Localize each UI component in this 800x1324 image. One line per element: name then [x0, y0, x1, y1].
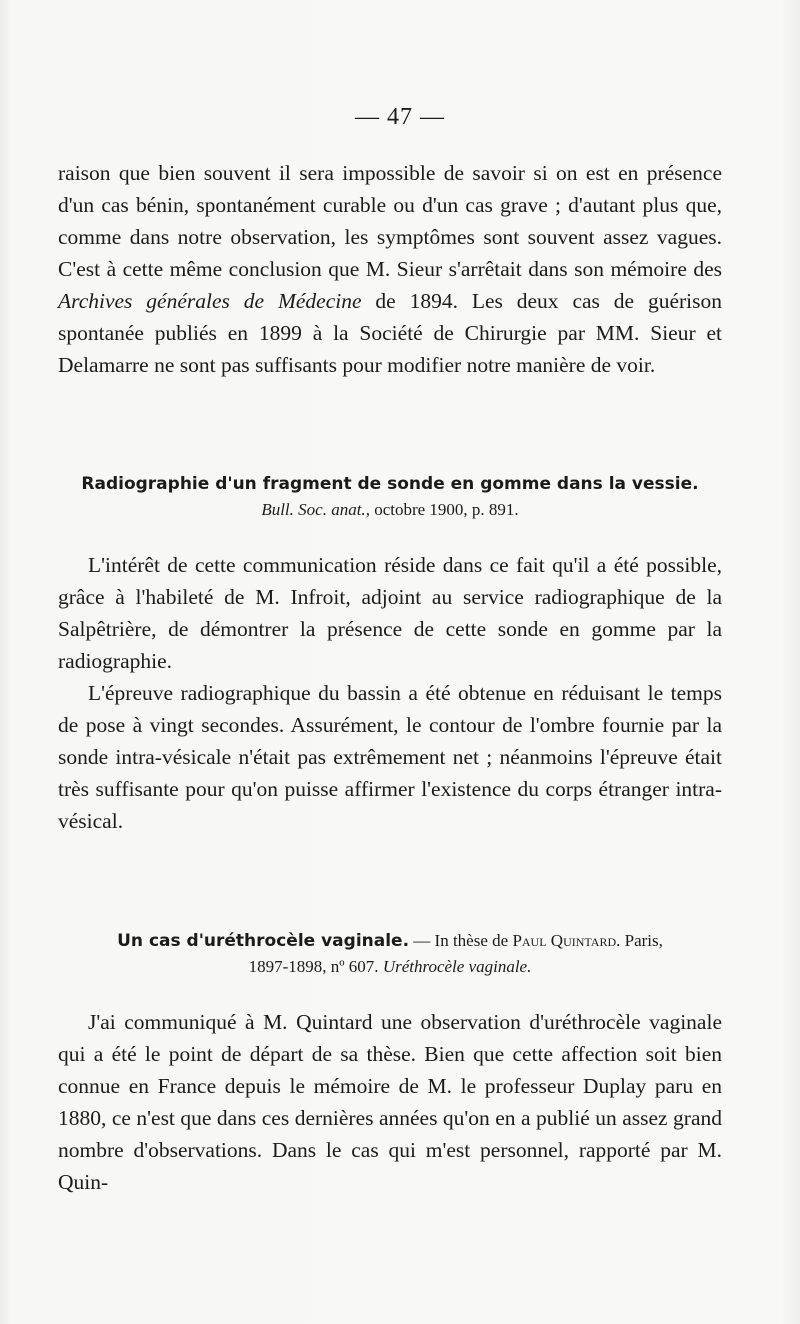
section-title: Radiographie d'un fragment de sonde en gomme dans la vessie. [81, 474, 699, 494]
paragraph-intro-text-a: raison que bien souvent il sera impossible de savoir si on est en présence d'un cas bénin, spontanément curable ou d'un cas grave ; d'autant plus que, comme dans notre observation, les symptômes sont souvent assez vagues. C'est à cette même conclusion que M. Sieur s'arrêtait dans son mémoire des [58, 161, 722, 281]
section-reference [58, 497, 722, 523]
section-heading-urethrocele [58, 928, 722, 980]
paragraph: J'ai communiqué à M. Quintard une observation d'uréthrocèle vaginale qui a été le point de départ de sa thèse. Bien que cette affection soit bien connue en France depuis le mémoire de M. le professeur Duplay paru en 1880, ce n'est que dans ces dernières années qu'on en a publié un assez grand nombre d'observations. Dans le cas qui m'est personnel, rapporté par M. Quin- [58, 1010, 722, 1194]
paragraph: L'intérêt de cette communication réside dans ce fait qu'il a été possible, grâce à l'habileté de M. Infroit, adjoint au service radiographique de la Salpêtrière, de démontrer la présence de cette sonde en gomme par la radiographie. [58, 553, 722, 673]
paragraph-intro-text-b: de 1894. Les deux cas de guérison spontanée publiés en 1899 à la Société de Chirurgie par MM. Sieur et Delamarre ne sont pas suffisants pour modifier notre manière de voir. [58, 289, 722, 377]
reference-details: , octobre 1900, p. 891. [365, 500, 519, 519]
section-body-urethrocele [58, 1006, 722, 1198]
paragraph-intro [58, 157, 722, 381]
section-body-radiographie [58, 549, 722, 837]
section-title: Un cas d'uréthrocèle vaginale. [117, 931, 410, 951]
reference-thesis-title: Uréthrocèle vaginale. [382, 957, 532, 976]
reference-details: 1897-1898, nº 607. [248, 957, 383, 976]
journal-title: Archives générales de Médecine [58, 289, 362, 313]
page-number: — 47 — [355, 104, 445, 130]
section-heading-radiographie [58, 471, 722, 523]
reference-place: . Paris, [616, 931, 663, 950]
reference-author: Paul Quintard [512, 931, 617, 950]
reference-intro: — In thèse de [409, 931, 513, 950]
reference-journal: Bull. Soc. anat. [261, 500, 366, 519]
paragraph: L'épreuve radiographique du bassin a été obtenue en réduisant le temps de pose à vingt secondes. Assurément, le contour de l'ombre fournie par la sonde intra-vésicale n'était pas extrêmement net ; néanmoins l'épreuve était très suffisante pour qu'on puisse affirmer l'existence du corps étranger intra-vésical. [58, 681, 722, 833]
